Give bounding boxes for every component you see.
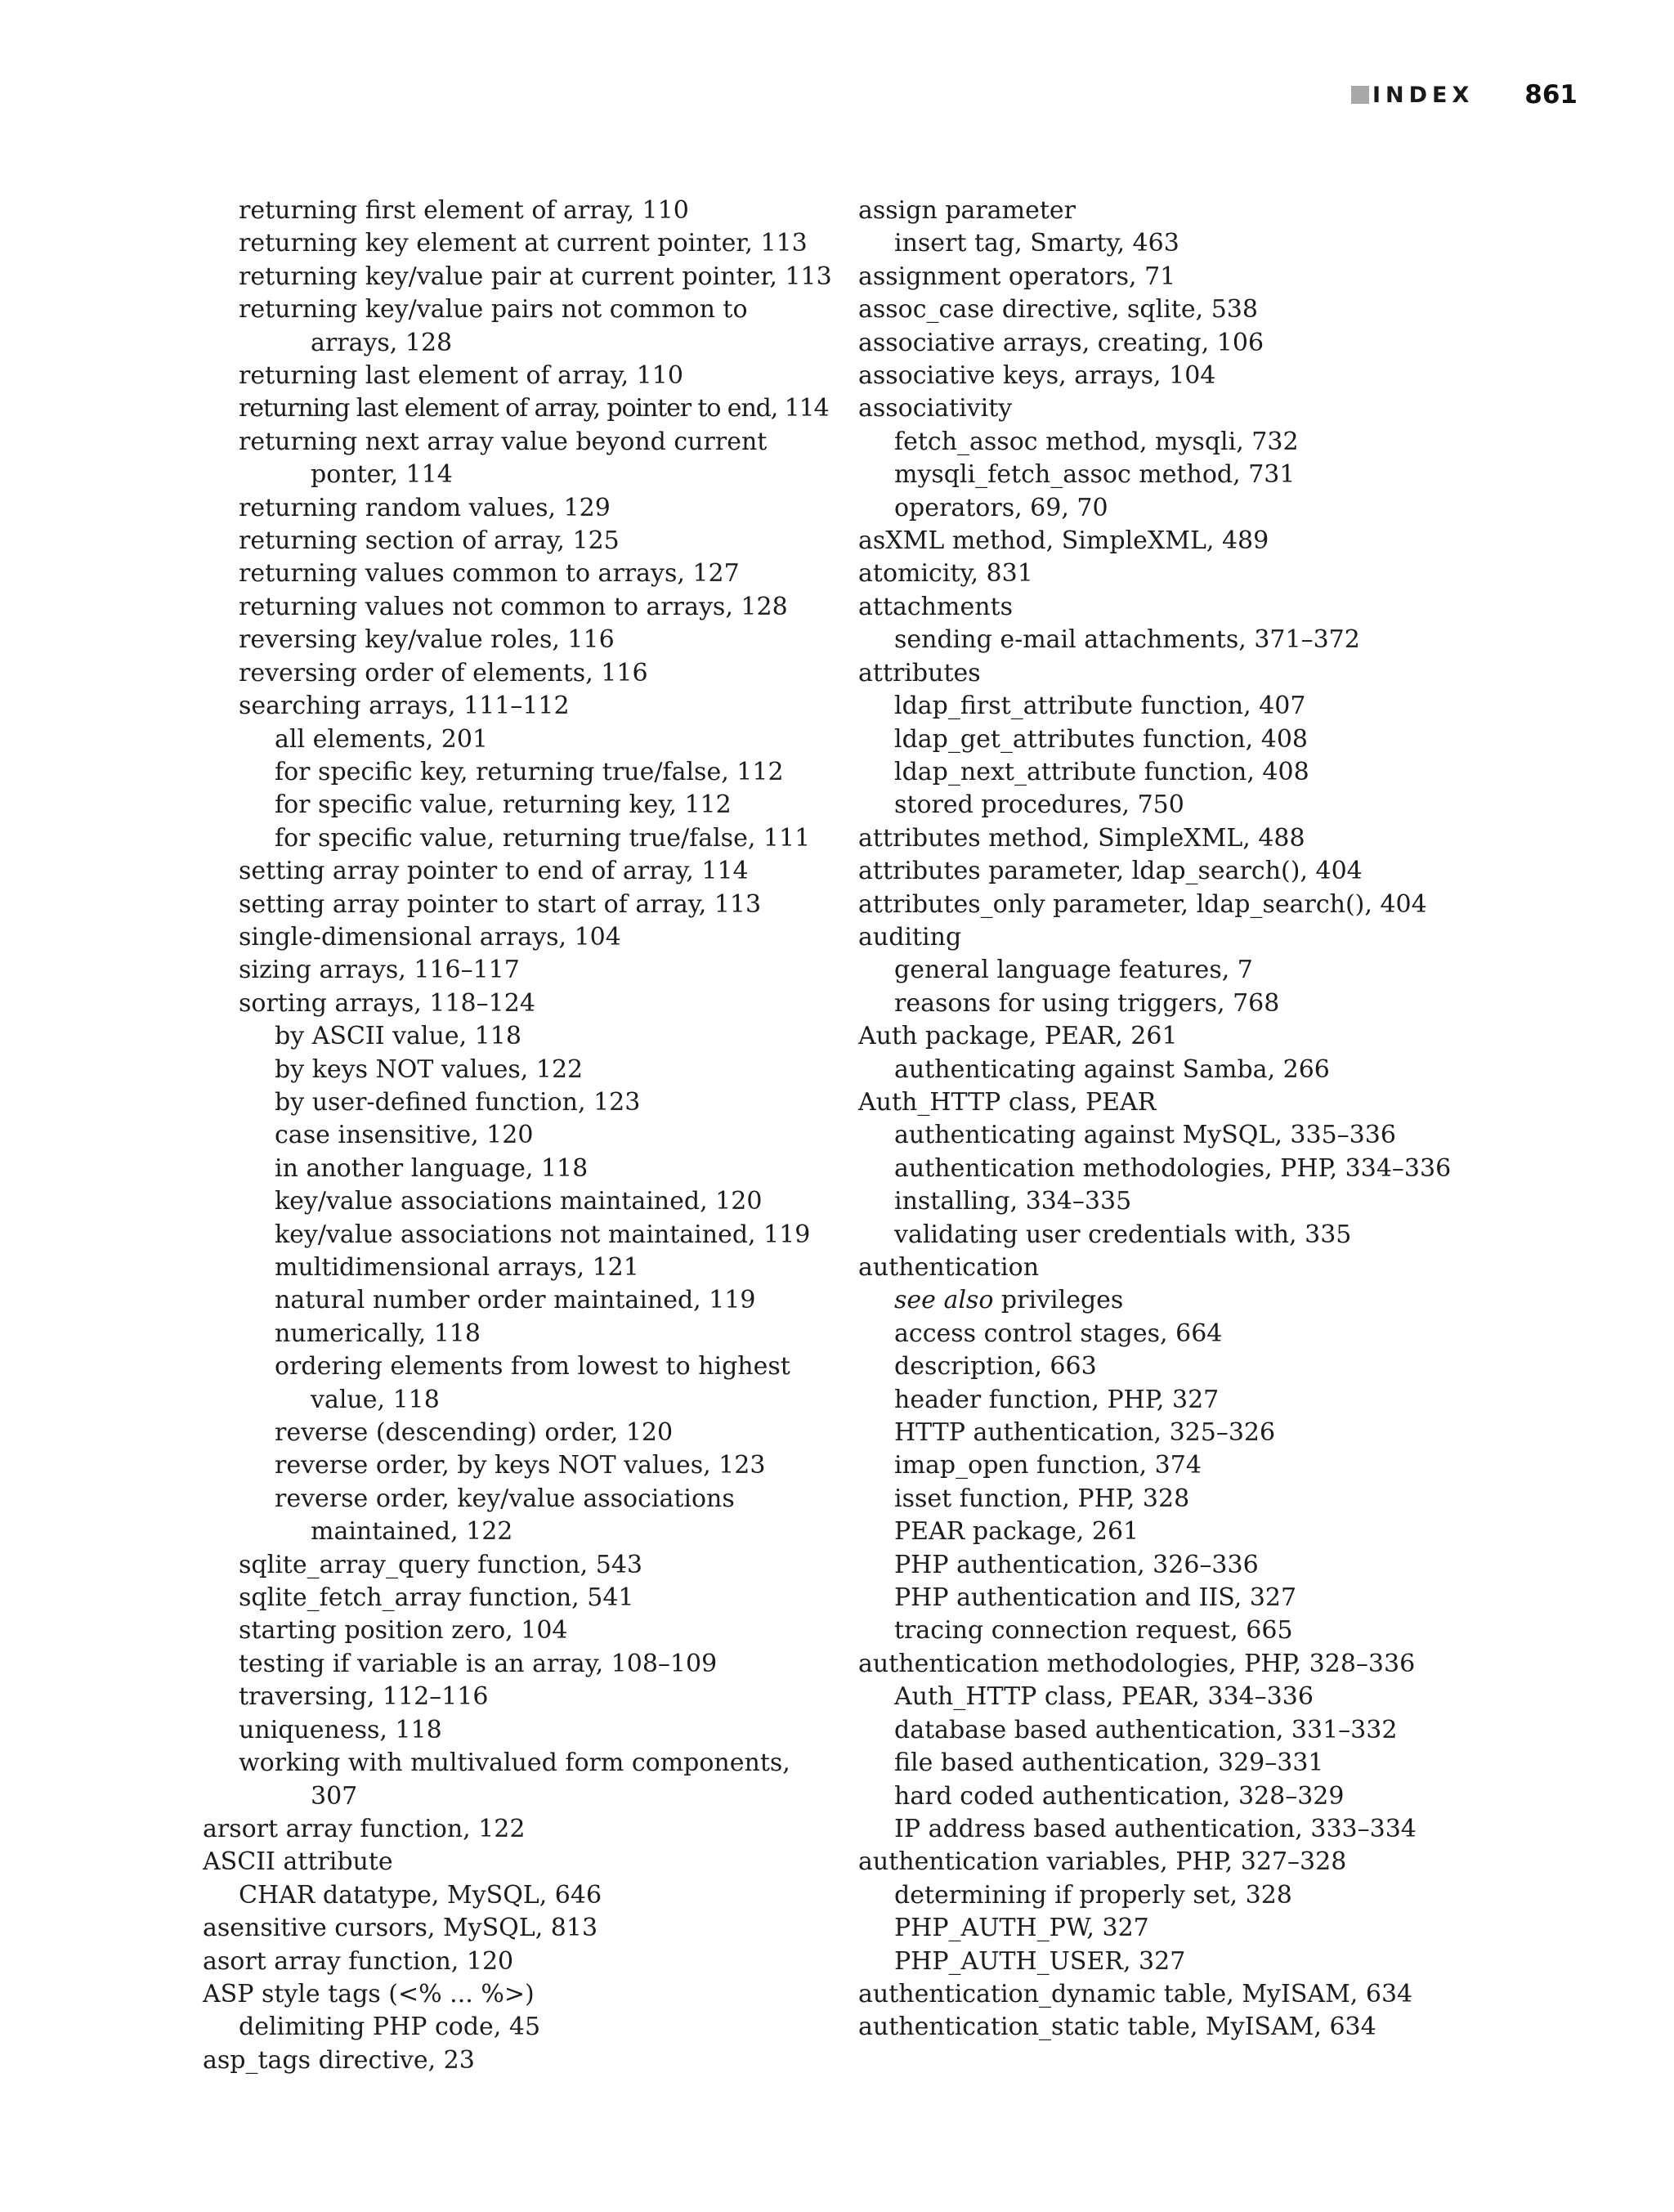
index-entry: PEAR package, 261 [894, 1517, 1139, 1547]
index-entry: numerically, 118 [275, 1319, 481, 1348]
index-entry: authentication methodologies, PHP, 334–336 [894, 1153, 1452, 1183]
index-entry: authentication [858, 1253, 1040, 1282]
index-entry: returning first element of array, 110 [239, 196, 689, 225]
index-entry: IP address based authentication, 333–334 [894, 1814, 1417, 1843]
see-also-label: see also [894, 1286, 994, 1315]
index-entry: description, 663 [894, 1352, 1097, 1381]
index-entry: returning last element of array, pointer to end, 114 [239, 394, 829, 423]
index-entry: sending e-mail attachments, 371–372 [894, 625, 1360, 655]
index-entry: returning next array value beyond current [239, 427, 768, 456]
index-entry: case insensitive, 120 [275, 1121, 534, 1150]
index-entry: attachments [858, 592, 1013, 621]
index-entry: for specific key, returning true/false, 112 [275, 757, 784, 786]
index-entry: associative arrays, creating, 106 [858, 328, 1264, 357]
index-entry: ordering elements from lowest to highest [275, 1352, 790, 1381]
index-entry: for specific value, returning true/false, 111 [275, 823, 811, 853]
index-entry: arrays, 128 [311, 328, 453, 357]
index-entry: database based authentication, 331–332 [894, 1715, 1398, 1744]
index-entry: key/value associations maintained, 120 [275, 1187, 763, 1216]
index-entry: all elements, 201 [275, 724, 489, 754]
index-entry: reversing order of elements, 116 [239, 658, 648, 687]
index-entry: searching arrays, 111–112 [239, 692, 570, 721]
index-entry: authentication variables, PHP, 327–328 [858, 1847, 1347, 1877]
index-entry: in another language, 118 [275, 1153, 589, 1183]
index-entry: authentication methodologies, PHP, 328–336 [858, 1649, 1416, 1678]
index-entry: installing, 334–335 [894, 1187, 1132, 1216]
index-entry: authentication_dynamic table, MyISAM, 634 [858, 1979, 1413, 2008]
index-entry: multidimensional arrays, 121 [275, 1253, 639, 1282]
index-entry: reverse (descending) order, 120 [275, 1418, 674, 1448]
index-entry [858, 1284, 1594, 1317]
see-also-target: privileges [993, 1286, 1124, 1315]
index-entry: maintained, 122 [311, 1517, 513, 1547]
index-entry: attributes_only parameter, ldap_search(), 404 [858, 889, 1427, 919]
index-entry: atomicity, 831 [858, 559, 1033, 589]
index-entry: assignment operators, 71 [858, 262, 1176, 291]
index-entry: hard coded authentication, 328–329 [894, 1781, 1345, 1811]
index-entry: associative keys, arrays, 104 [858, 361, 1216, 391]
index-entry: ponter, 114 [311, 460, 453, 490]
index-entry: ldap_get_attributes function, 408 [894, 724, 1309, 754]
index-entry: sorting arrays, 118–124 [239, 988, 535, 1018]
index-entry: auditing [858, 922, 962, 952]
index-entry: ldap_first_attribute function, 407 [894, 692, 1306, 721]
index-entry: setting array pointer to end of array, 114 [239, 857, 749, 886]
index-entry: Auth_HTTP class, PEAR [858, 1087, 1157, 1117]
index-entry: sizing arrays, 116–117 [239, 956, 520, 985]
index-entry: access control stages, 664 [894, 1319, 1223, 1348]
index-entry: authenticating against Samba, 266 [894, 1055, 1330, 1084]
index-entry: uniqueness, 118 [239, 1715, 442, 1744]
index-column-right [858, 195, 1594, 2044]
index-column-left [203, 195, 840, 2077]
index-entry: mysqli_fetch_assoc method, 731 [894, 460, 1296, 490]
index-entry: attributes method, SimpleXML, 488 [858, 823, 1305, 853]
index-entry: file based authentication, 329–331 [894, 1749, 1324, 1778]
index-entry: for specific value, returning key, 112 [275, 790, 732, 820]
index-entry: by keys NOT values, 122 [275, 1055, 584, 1084]
index-entry: validating user credentials with, 335 [894, 1220, 1352, 1249]
index-entry: delimiting PHP code, 45 [239, 2013, 541, 2042]
index-entry: reversing key/value roles, 116 [239, 625, 615, 655]
page-number: 861 [1524, 80, 1578, 110]
running-header [1351, 80, 1578, 110]
index-entry: HTTP authentication, 325–326 [894, 1418, 1276, 1448]
index-entry: by user-defined function, 123 [275, 1087, 641, 1117]
index-entry: returning section of array, 125 [239, 526, 620, 556]
index-entry: asXML method, SimpleXML, 489 [858, 526, 1269, 556]
index-entry: ASCII attribute [203, 1847, 393, 1877]
index-entry: reverse order, by keys NOT values, 123 [275, 1451, 766, 1480]
index-entry: stored procedures, 750 [894, 790, 1184, 820]
index-entry: authenticating against MySQL, 335–336 [894, 1121, 1396, 1150]
index-entry: arsort array function, 122 [203, 1814, 526, 1843]
index-entry: sqlite_fetch_array function, 541 [239, 1583, 634, 1613]
index-entry: testing if variable is an array, 108–109 [239, 1649, 718, 1678]
index-entry: Auth package, PEAR, 261 [858, 1022, 1178, 1051]
index-entry: returning random values, 129 [239, 493, 611, 522]
index-entry: attributes [858, 658, 981, 687]
index-entry: by ASCII value, 118 [275, 1022, 521, 1051]
index-entry: single-dimensional arrays, 104 [239, 922, 621, 952]
index-entry: assign parameter [858, 196, 1076, 225]
index-entry: key/value associations not maintained, 119 [275, 1220, 811, 1249]
index-entry: CHAR datatype, MySQL, 646 [239, 1880, 602, 1910]
index-entry: reasons for using triggers, 768 [894, 988, 1280, 1018]
index-entry: value, 118 [311, 1385, 440, 1414]
index-entry: natural number order maintained, 119 [275, 1286, 756, 1315]
index-entry: reverse order, key/value associations [275, 1484, 735, 1513]
index-entry: returning key/value pairs not common to [239, 295, 748, 325]
index-entry: asensitive cursors, MySQL, 813 [203, 1914, 598, 1943]
index-entry: traversing, 112–116 [239, 1682, 489, 1712]
index-entry: returning last element of array, 110 [239, 361, 683, 391]
index-entry: returning key element at current pointer, 113 [239, 229, 808, 258]
index-entry: fetch_assoc method, mysqli, 732 [894, 427, 1299, 456]
index-entry: 307 [311, 1781, 358, 1811]
index-entry: PHP_AUTH_PW, 327 [894, 1914, 1149, 1943]
index-entry: determining if properly set, 328 [894, 1880, 1292, 1910]
index-entry: associativity [858, 394, 1013, 423]
index-entry: authentication_static table, MyISAM, 634 [858, 2013, 1376, 2042]
index-entry: imap_open function, 374 [894, 1451, 1202, 1480]
index-entry: returning values common to arrays, 127 [239, 559, 740, 589]
index-entry: PHP authentication and IIS, 327 [894, 1583, 1297, 1613]
header-marker-square [1351, 86, 1369, 104]
index-entry: ASP style tags (<% ... %>) [203, 1979, 535, 2008]
index-entry: asp_tags directive, 23 [203, 2045, 475, 2075]
index-entry: returning key/value pair at current pointer, 113 [239, 262, 832, 291]
index-entry: PHP_AUTH_USER, 327 [894, 1946, 1186, 1976]
index-entry: header function, PHP, 327 [894, 1385, 1220, 1414]
index-entry: sqlite_array_query function, 543 [239, 1550, 643, 1579]
index-entry: asort array function, 120 [203, 1946, 514, 1976]
index-entry: returning values not common to arrays, 128 [239, 592, 788, 621]
index-entry: ldap_next_attribute function, 408 [894, 757, 1309, 786]
index-entry: Auth_HTTP class, PEAR, 334–336 [894, 1682, 1314, 1712]
index-entry: working with multivalued form components, [239, 1749, 790, 1778]
index-entry: starting position zero, 104 [239, 1616, 568, 1646]
index-entry: PHP authentication, 326–336 [894, 1550, 1259, 1579]
index-entry: operators, 69, 70 [894, 493, 1108, 522]
index-entry: isset function, PHP, 328 [894, 1484, 1190, 1513]
index-entry: setting array pointer to start of array, 113 [239, 889, 762, 919]
index-entry: assoc_case directive, sqlite, 538 [858, 295, 1258, 325]
index-entry: tracing connection request, 665 [894, 1616, 1293, 1646]
index-entry: general language features, 7 [894, 956, 1253, 985]
section-title: INDEX [1372, 82, 1475, 108]
index-entry: insert tag, Smarty, 463 [894, 229, 1179, 258]
index-entry: attributes parameter, ldap_search(), 404 [858, 857, 1363, 886]
